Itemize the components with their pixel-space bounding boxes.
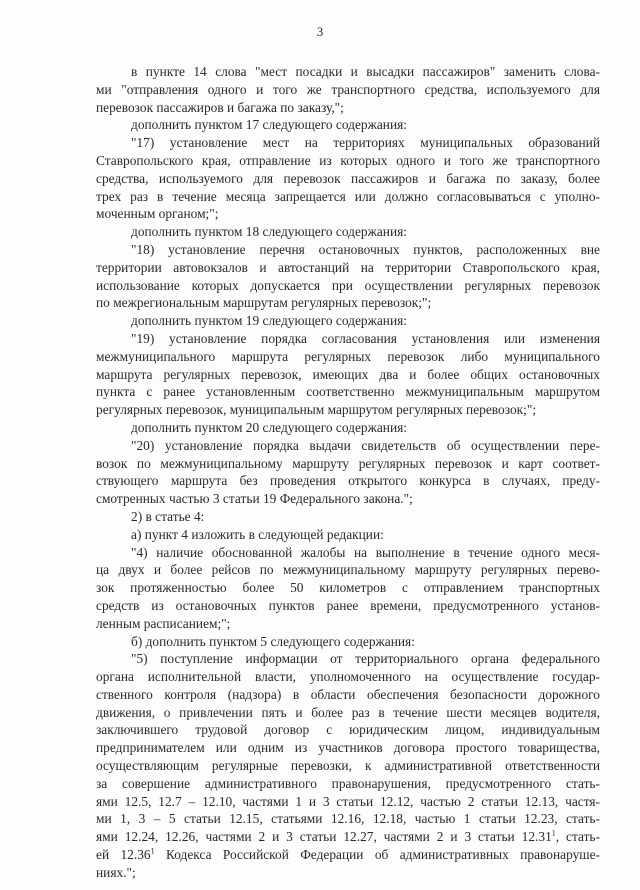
superscript: 1: [150, 846, 155, 856]
text-line: ствующего маршрута без проведения открытого конкурса в случаях, преду-: [96, 473, 600, 489]
text-line: межмуниципального маршрута регулярных перевозок либо муниципального: [96, 348, 600, 364]
text-line: средств из остановочных пунктов ранее времени, предусмотренного установ-: [96, 597, 600, 613]
text-line: движения, о привлечении пять и более раз в течение шести месяцев водителя,: [96, 704, 600, 720]
text-line: ленным расписанием;";: [96, 615, 231, 631]
document-body-tail: [96, 828, 600, 881]
text-line: территории автовокзалов и автостанций на территории Ставропольского края,: [96, 259, 600, 275]
text-line: а) пункт 4 изложить в следующей редакции:: [131, 526, 384, 542]
text-line: ями 12.5, 12.7 – 12.10, частями 1 и 3 статьи 12.12, частью 2 статьи 12.13, частя-: [96, 793, 600, 809]
text-line: средства, используемого для перевозок пассажиров и багажа по заказу, более: [96, 170, 600, 186]
text-line: ственного контроля (надзора) в области обеспечения безопасности дорожного: [96, 686, 600, 702]
text-line: дополнить пунктом 19 следующего содержания:: [131, 313, 408, 329]
text-line: перевозок пассажиров и багажа по заказу,";: [96, 99, 344, 115]
text-line: органа исполнительной власти, уполномоченного на осуществление государ-: [96, 669, 600, 685]
superscript: 1: [551, 828, 556, 838]
text-line: использование которых допускается при осуществлении регулярных перевозок: [96, 277, 600, 293]
text-line: предпринимателем или одним из участников договора простого товарищества,: [96, 740, 600, 756]
text-line: ями 12.24, 12.26, частями 2 и 3 статьи 12.27, частями 2 и 3 статьи 12.31$^1$, стать-: [96, 828, 600, 845]
text-line: "18) установление перечня остановочных пунктов, расположенных вне: [131, 241, 600, 257]
text-line: б) дополнить пунктом 5 следующего содержания:: [131, 633, 415, 649]
text-line: Ставропольского края, отправление из которых одного и того же транспортного: [96, 152, 600, 168]
text-line: дополнить пунктом 17 следующего содержания:: [131, 117, 408, 133]
text-line: возок по межмуниципальному маршруту регулярных перевозок и карт соответ-: [96, 455, 600, 471]
text-line: трех раз в течение месяца запрещается или должно согласовываться с уполно-: [96, 188, 600, 204]
text-line: смотренных частью 3 статьи 19 Федерального закона.";: [96, 491, 413, 507]
text-line: "20) установление порядка выдачи свидетельств об осуществлении пере-: [131, 437, 600, 453]
text-line: заключившего трудовой договор с юридическим лицом, индивидуальным: [96, 722, 600, 738]
text-line: пункта с ранее установленным соответственно межмуниципальным маршрутом: [96, 384, 600, 400]
text-line: зок протяженностью более 50 километров с отправлением транспортных: [96, 580, 600, 596]
text-line: "4) наличие обоснованной жалобы на выполнение в течение одного меся-: [131, 544, 600, 560]
text-line: ниях.";: [96, 864, 136, 880]
text-line: "17) установление мест на территориях муниципальных образований: [131, 135, 600, 151]
text-line: в пункте 14 слова "мест посадки и высадки пассажиров" заменить слова-: [131, 64, 600, 79]
text-line: "19) установление порядка согласования установления или изменения: [131, 330, 600, 346]
text-line: ми "отправления одного и того же транспортного средства, используемого для: [96, 81, 600, 97]
text-line: моченным органом;";: [96, 206, 219, 222]
document-body: [96, 63, 600, 828]
page-number: 3: [316, 24, 324, 39]
text-line: ей 12.36$^1$ Кодекса Российской Федерации об административных правонаруше-: [96, 846, 600, 863]
text-line: ца двух и более рейсов по межмуниципальному маршруту регулярных перево-: [96, 562, 600, 578]
text-line: дополнить пунктом 20 следующего содержания:: [131, 419, 408, 435]
text-line: по межрегиональным маршрутам регулярных перевозок;";: [96, 295, 432, 311]
text-line: регулярных перевозок, муниципальным маршрутом регулярных перевозок;";: [96, 402, 537, 418]
text-line: 2) в статье 4:: [131, 508, 205, 524]
text-line: ми 1, 3 – 5 статьи 12.15, статьями 12.16, 12.18, частью 1 статьи 12.23, стать-: [96, 811, 600, 827]
text-line: дополнить пунктом 18 следующего содержания:: [131, 224, 408, 240]
text-line: "5) поступление информации от территориального органа федерального: [131, 651, 600, 667]
text-line: маршрута регулярных перевозок, имеющих два и более общих остановочных: [96, 366, 600, 382]
text-line: за совершение административного правонарушения, предусмотренного стать-: [96, 775, 600, 791]
text-line: осуществляющим регулярные перевозки, к административной ответственности: [96, 758, 600, 774]
